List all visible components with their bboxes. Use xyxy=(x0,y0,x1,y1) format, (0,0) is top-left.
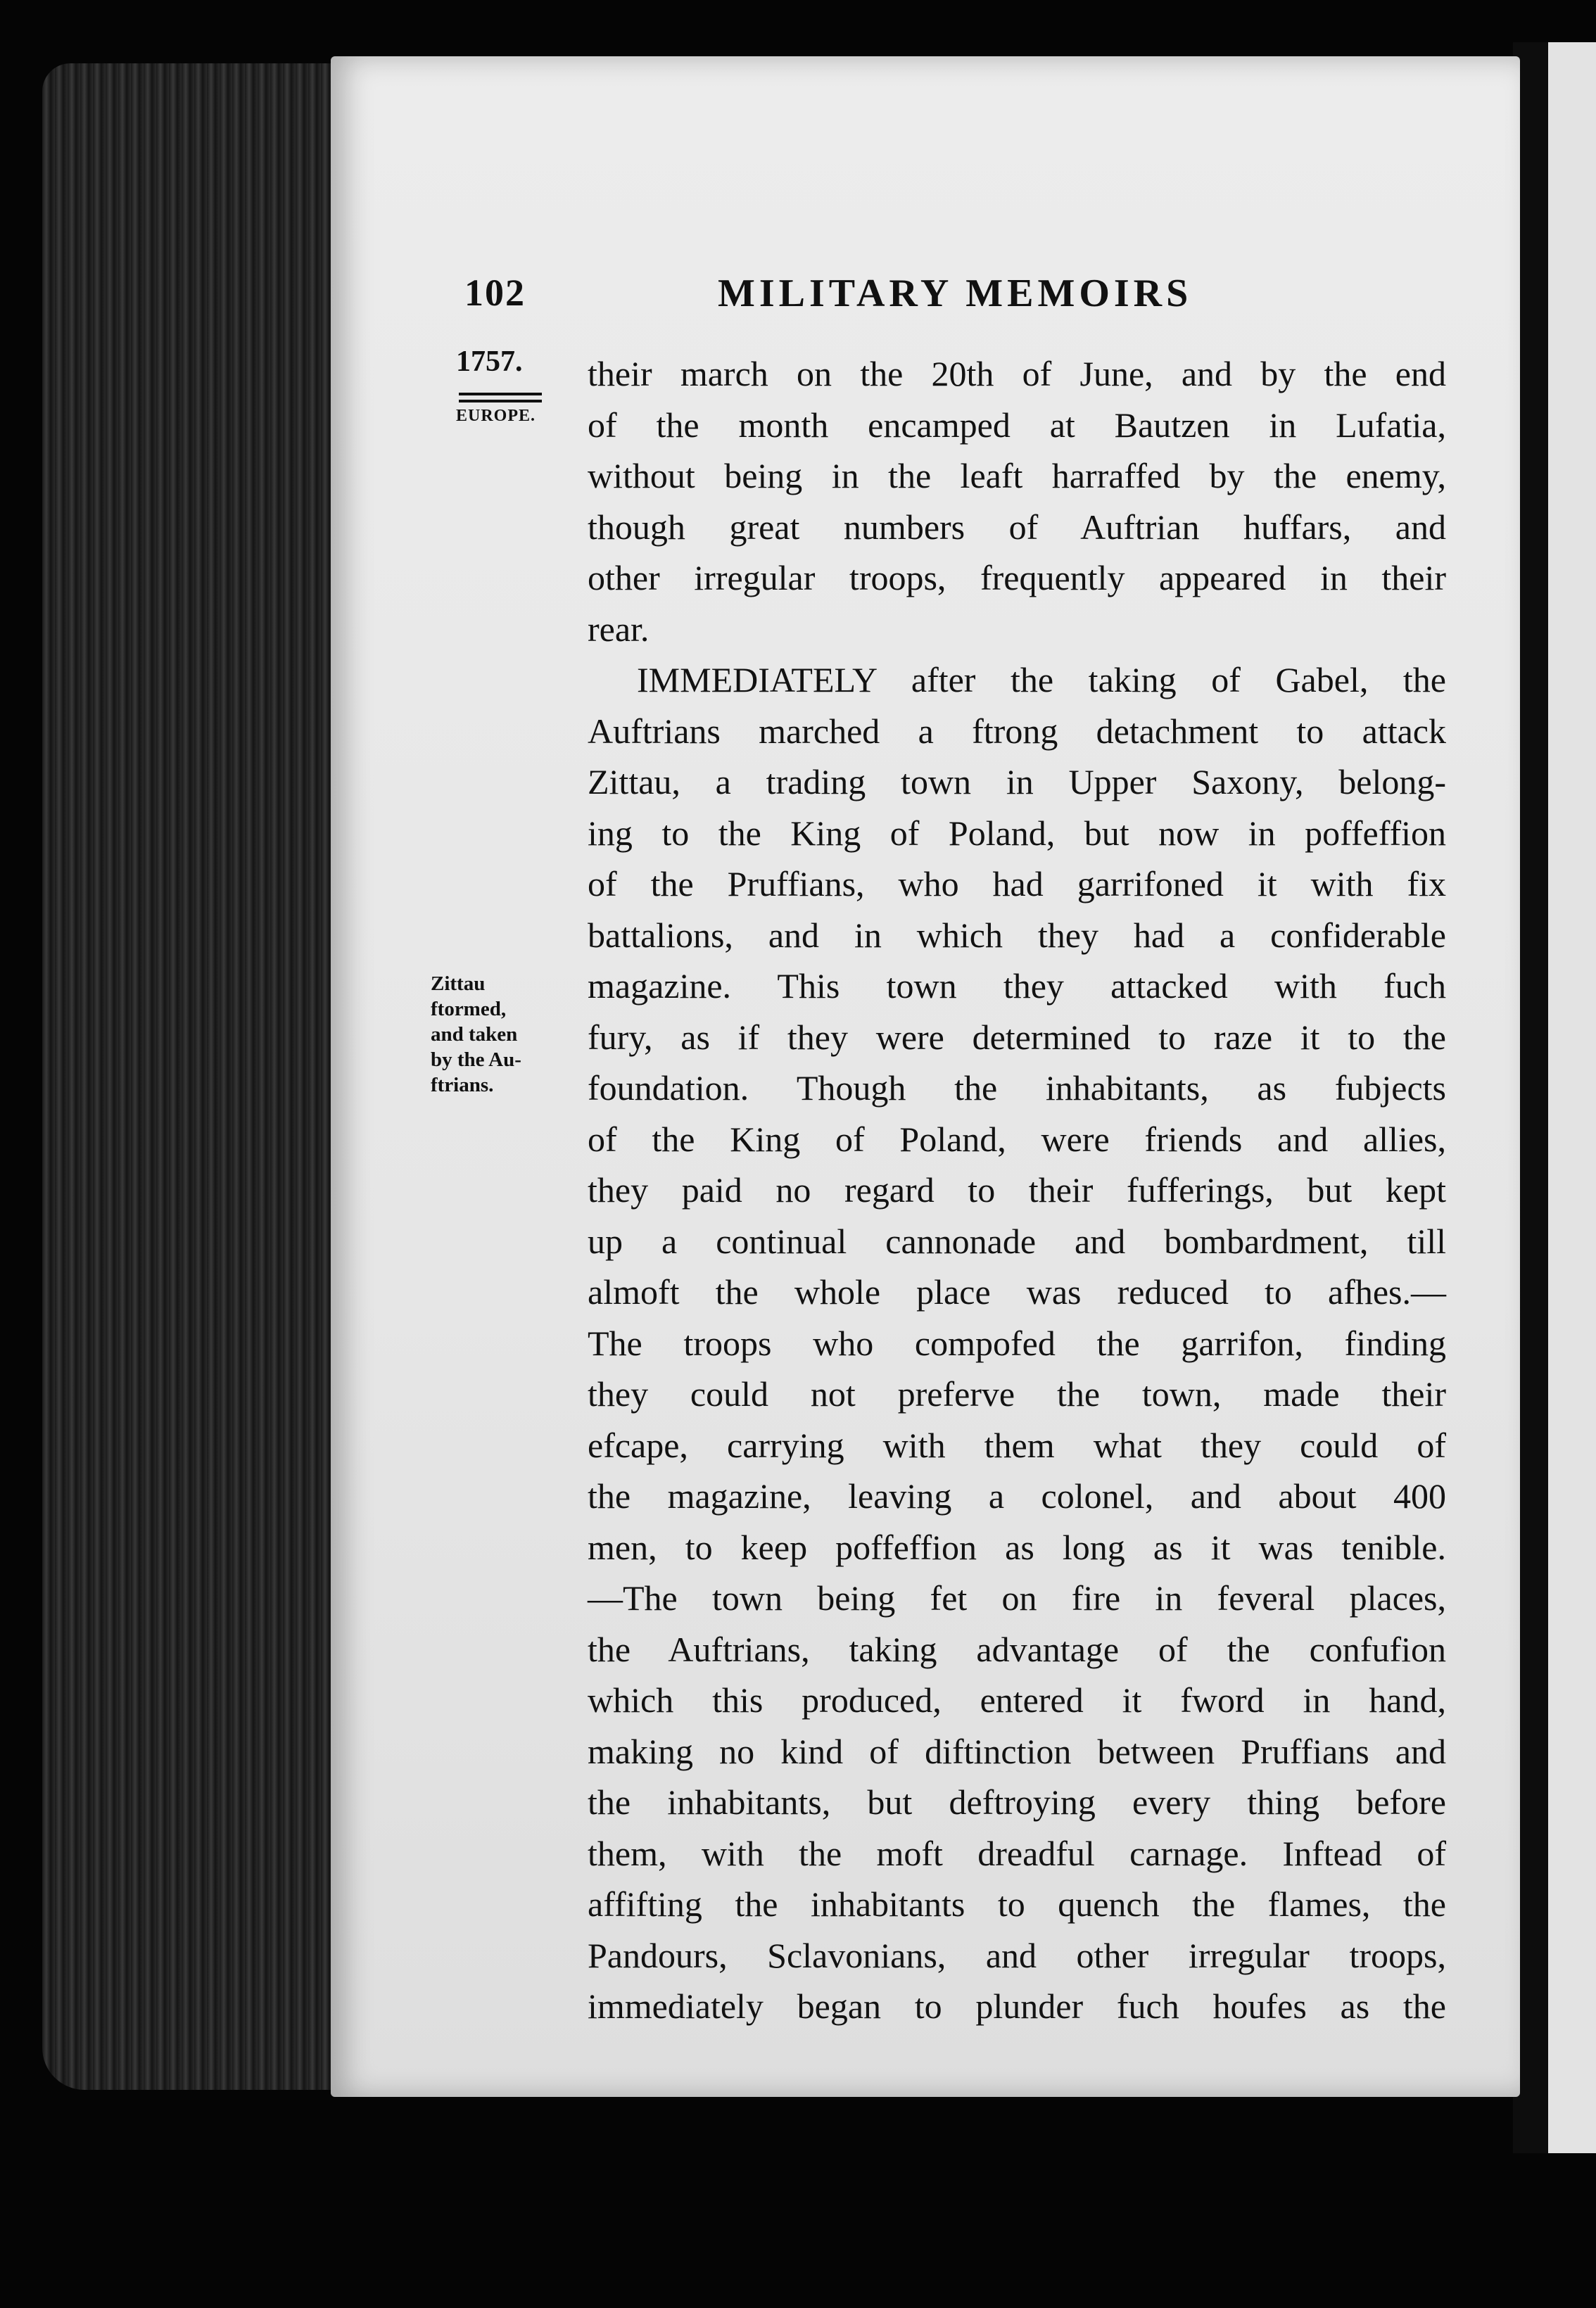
sidenote-line: and taken xyxy=(431,1023,518,1046)
text-line: of the Pruffians, who had garrifoned it with fix xyxy=(588,864,1446,903)
text-line: the Auftrians, taking advantage of the confufion xyxy=(588,1629,1446,1669)
sidenote-line: Zittau xyxy=(431,972,486,995)
text-line: other irregular troops, frequently appeared in their xyxy=(588,558,1446,597)
text-line: of the King of Poland, were friends and allies, xyxy=(588,1119,1446,1159)
text-line: The troops who compofed the garrifon, finding xyxy=(588,1323,1446,1363)
text-line: immediately began to plunder fuch houfes as the xyxy=(588,1986,1446,2026)
text-line: of the month encamped at Bautzen in Lufatia, xyxy=(588,405,1446,445)
text-line: fury, as if they were determined to raze it to the xyxy=(588,1017,1446,1057)
text-line: which this produced, entered it fword in hand, xyxy=(588,1680,1446,1720)
page-number: 102 xyxy=(464,272,526,314)
text-line: IMMEDIATELY after the taking of Gabel, the xyxy=(637,660,1446,699)
text-line: the magazine, leaving a colonel, and about 400 xyxy=(588,1476,1446,1516)
body-text xyxy=(588,348,1520,2032)
text-line: foundation. Though the inhabitants, as fubjects xyxy=(588,1068,1446,1108)
text-line: Zittau, a trading town in Upper Saxony, belong- xyxy=(588,762,1446,801)
text-line: rear. xyxy=(588,609,650,649)
text-line: their march on the 20th of June, and by the end xyxy=(588,354,1446,393)
book-page xyxy=(331,56,1520,2097)
text-line: Auftrians marched a ftrong detachment to attack xyxy=(588,711,1446,751)
sidenote-line: by the Au- xyxy=(431,1048,521,1071)
text-line: without being in the leaft harraffed by the enemy, xyxy=(588,456,1446,495)
text-line: almoft the whole place was reduced to afhes.— xyxy=(588,1272,1446,1312)
sidenote-line: ftrians. xyxy=(431,1074,494,1096)
text-line: making no kind of diftinction between Pruffians and xyxy=(588,1731,1446,1771)
book-fore-edge xyxy=(42,63,338,2090)
margin-rule xyxy=(459,393,542,402)
text-line: Pandours, Sclavonians, and other irregular troops, xyxy=(588,1935,1446,1975)
text-line: up a continual cannonade and bombardment, till xyxy=(588,1221,1446,1261)
margin-year: 1757. xyxy=(456,345,523,378)
text-line: men, to keep poffeffion as long as it was tenible. xyxy=(588,1527,1446,1567)
text-line: though great numbers of Auftrian huffars, and xyxy=(588,507,1446,547)
text-line: ing to the King of Poland, but now in poffeffion xyxy=(588,813,1446,853)
text-line: efcape, carrying with them what they could of xyxy=(588,1425,1446,1465)
text-line: affifting the inhabitants to quench the flames, the xyxy=(588,1884,1446,1924)
text-line: they paid no regard to their fufferings, but kept xyxy=(588,1170,1446,1210)
margin-sidenote xyxy=(431,971,571,1098)
text-line: they could not preferve the town, made their xyxy=(588,1374,1446,1414)
running-title: MILITARY MEMOIRS xyxy=(718,272,1193,315)
text-line: —The town being fet on fire in feveral places, xyxy=(588,1578,1446,1618)
facing-page-edge xyxy=(1548,42,1596,2153)
text-line: battalions, and in which they had a confiderable xyxy=(588,915,1446,955)
text-line: the inhabitants, but deftroying every thing before xyxy=(588,1782,1446,1822)
text-line: magazine. This town they attacked with fuch xyxy=(588,966,1446,1006)
margin-region: EUROPE. xyxy=(456,407,536,425)
sidenote-line: ftormed, xyxy=(431,998,507,1020)
text-line: them, with the moft dreadful carnage. Inftead of xyxy=(588,1833,1446,1873)
page-header xyxy=(464,271,1450,327)
